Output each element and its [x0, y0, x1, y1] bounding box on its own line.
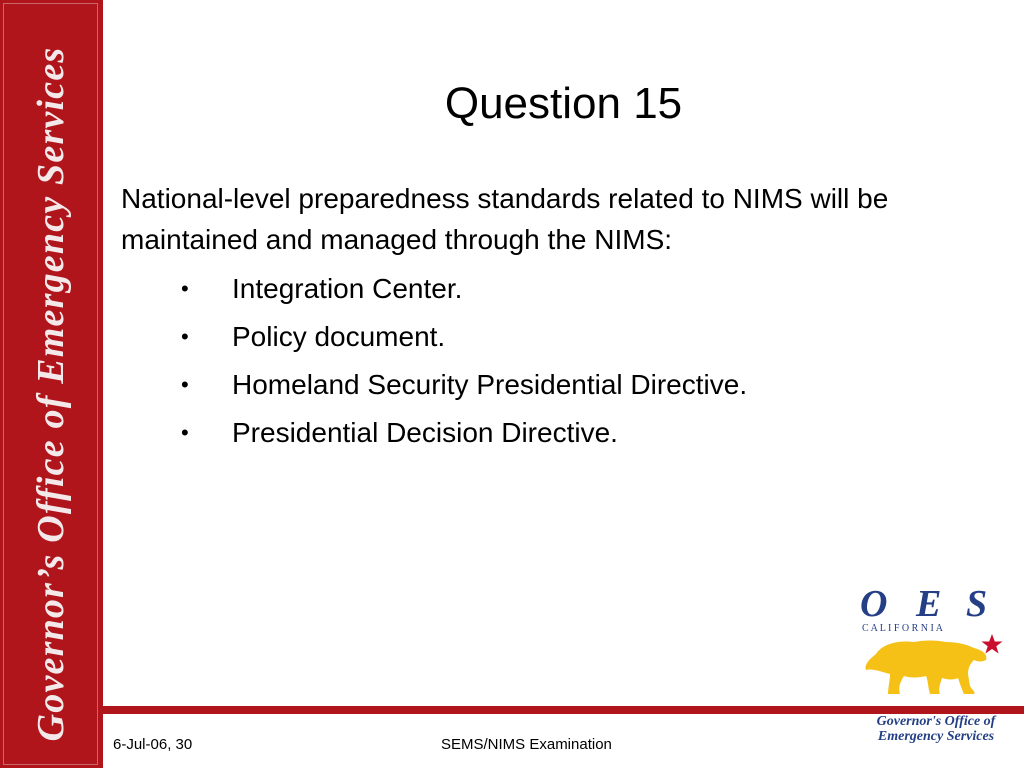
wordmark-line-1: Governor's Office of	[876, 714, 996, 729]
wordmark-line-2: Emergency Services	[877, 729, 995, 744]
bullet-icon: •	[181, 276, 189, 301]
footer-title: SEMS/NIMS Examination	[441, 736, 612, 753]
star-icon	[982, 634, 1003, 654]
sidebar-vertical-title: Governor’s Office of Emergency Services	[30, 46, 72, 742]
answer-item	[121, 268, 1021, 316]
bullet-icon: •	[181, 420, 189, 445]
oes-california-logo	[858, 582, 1008, 702]
answer-item	[121, 364, 1021, 412]
bear-icon	[865, 641, 986, 695]
logo-letter-o: O	[860, 583, 888, 625]
answer-item	[121, 412, 1021, 460]
footer-divider	[103, 706, 1024, 714]
bullet-icon: •	[181, 372, 189, 397]
answer-text: Presidential Decision Directive.	[232, 417, 618, 448]
question-text: National-level preparedness standards related to NIMS will be maintained and managed through the NIMS:	[121, 183, 889, 255]
logo-letter-e: E	[916, 583, 942, 625]
answer-text: Integration Center.	[232, 273, 463, 304]
answer-item	[121, 316, 1021, 364]
bullet-icon: •	[181, 324, 189, 349]
logo-california-text: C A L I F O R N I A	[862, 623, 944, 634]
answer-text: Homeland Security Presidential Directive.	[232, 369, 748, 400]
slide-title: Question 15	[444, 79, 683, 128]
oes-wordmark	[856, 714, 1016, 744]
footer-date-page: 6-Jul-06, 30	[113, 736, 193, 753]
answer-list	[121, 268, 1021, 460]
answer-text: Policy document.	[232, 321, 446, 352]
logo-letter-s: S	[966, 583, 988, 625]
sidebar-band	[0, 0, 103, 768]
